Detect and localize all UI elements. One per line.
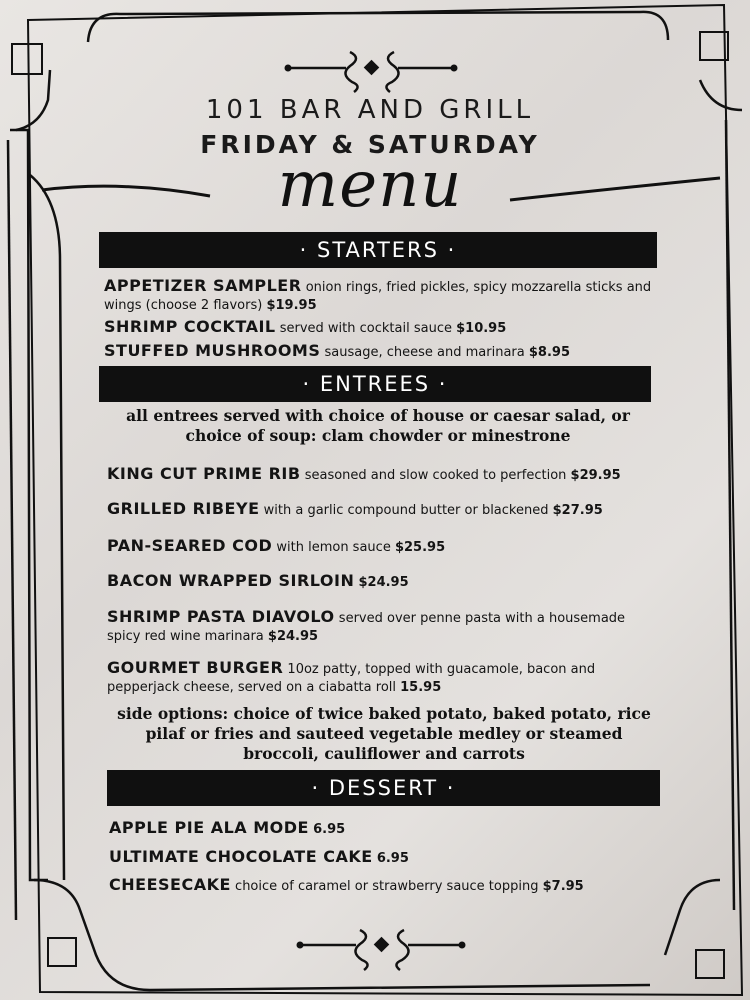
menu-item — [107, 465, 667, 485]
item-price: $19.95 — [266, 298, 317, 313]
item-desc: choice of caramel or strawberry sauce topping — [235, 879, 539, 894]
menu-item — [104, 318, 664, 338]
dessert-header: · DESSERT · — [107, 770, 660, 806]
item-price: $10.95 — [456, 321, 507, 336]
item-desc: served with cocktail sauce — [279, 321, 452, 336]
menu-item — [104, 342, 664, 362]
item-desc: 10oz patty, topped with guacamole, bacon and pepperjack cheese, served on a ciabatta roll — [107, 662, 596, 695]
menu-item — [107, 659, 662, 697]
menu-days: FRIDAY & SATURDAY — [200, 130, 540, 159]
item-name: SHRIMP COCKTAIL — [104, 317, 276, 336]
item-price: $29.95 — [570, 468, 621, 483]
menu-item — [109, 819, 669, 839]
item-desc: seasoned and slow cooked to perfection — [304, 468, 567, 483]
item-desc: with lemon sauce — [276, 540, 391, 555]
menu-item — [107, 572, 667, 592]
item-price: $7.95 — [542, 879, 584, 894]
item-name: GRILLED RIBEYE — [107, 499, 260, 518]
item-desc: onion rings, fried pickles, spicy mozzarella sticks and wings (choose 2 flavors) — [104, 280, 652, 313]
menu-item — [109, 848, 669, 868]
item-price: 15.95 — [400, 680, 442, 695]
starters-header: · STARTERS · — [99, 232, 657, 268]
item-name: GOURMET BURGER — [107, 658, 284, 677]
restaurant-name: 101 BAR AND GRILL — [205, 95, 535, 125]
item-name: ULTIMATE CHOCOLATE CAKE — [109, 847, 373, 866]
item-name: SHRIMP PASTA DIAVOLO — [107, 607, 335, 626]
item-name: PAN-SEARED COD — [107, 536, 273, 555]
item-price: 6.95 — [376, 851, 409, 866]
item-price: $25.95 — [394, 540, 446, 555]
item-name: APPETIZER SAMPLER — [104, 276, 302, 295]
menu-item — [107, 608, 652, 646]
item-name: KING CUT PRIME RIB — [107, 464, 301, 483]
menu-item — [107, 537, 667, 557]
menu-script-title: menu — [277, 148, 463, 222]
item-price: 6.95 — [313, 822, 346, 837]
item-desc: with a garlic compound butter or blackened — [263, 503, 549, 518]
item-price: $8.95 — [528, 345, 570, 360]
side-options-note: side options: choice of twice baked potato, baked potato, rice pilaf or fries and sauteed vegetable medley or steamed broccoli, cauliflower and carrots — [117, 704, 651, 763]
item-price: $24.95 — [358, 575, 409, 590]
menu-item — [104, 277, 664, 315]
item-name: STUFFED MUSHROOMS — [104, 341, 321, 360]
entrees-header: · ENTREES · — [99, 366, 651, 402]
item-name: BACON WRAPPED SIRLOIN — [107, 571, 355, 590]
entrees-note: all entrees served with choice of house or caesar salad, or choice of soup: clam chowder or minestrone — [126, 406, 630, 445]
menu-item — [107, 500, 667, 520]
item-name: CHEESECAKE — [109, 875, 231, 894]
item-price: $27.95 — [552, 503, 603, 518]
menu-item — [109, 876, 669, 896]
item-name: APPLE PIE ALA MODE — [109, 818, 309, 837]
item-desc: served over penne pasta with a housemade spicy red wine marinara — [107, 611, 626, 644]
item-desc: sausage, cheese and marinara — [324, 345, 525, 360]
item-price: $24.95 — [267, 629, 319, 644]
